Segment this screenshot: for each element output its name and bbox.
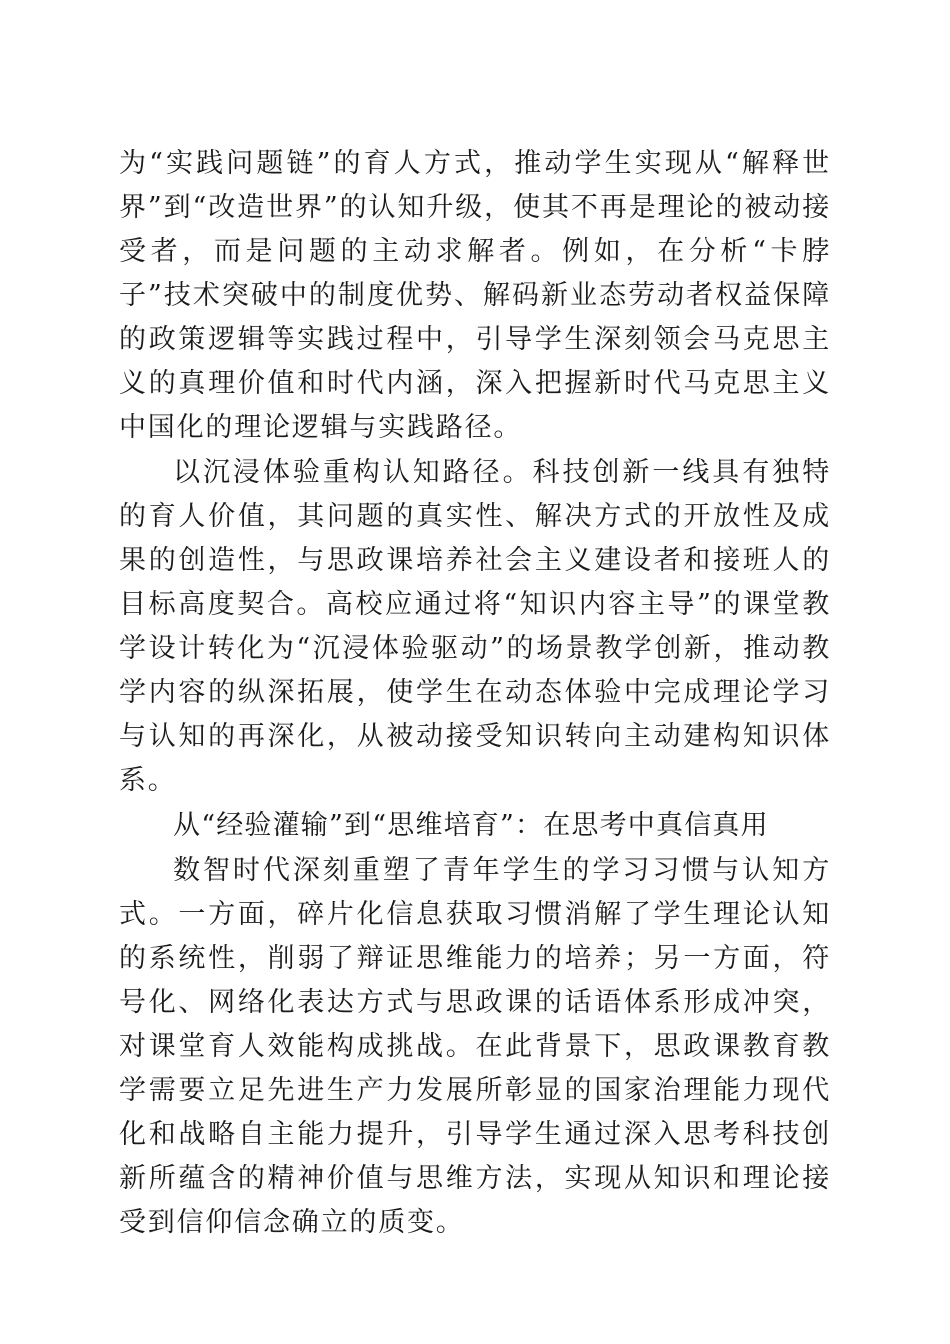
paragraph-immersive-experience: 以沉浸体验重构认知路径。科技创新一线具有独特的育人价值，其问题的真实性、解决方式的开放性及成果的创造性，与思政课培养社会主义建设者和接班人的目标高度契合。高校应通过将“知识内容主导”的课堂教学设计转化为“沉浸体验驱动”的场景教学创新，推动教学内容的纵深拓展，使学生在动态体验中完成理论学习与认知的再深化，从被动接受知识转向主动建构知识体系。	[119, 457, 831, 796]
paragraph-practice-problem-chain: 为“实践问题链”的育人方式，推动学生实现从“解释世界”到“改造世界”的认知升级，使其不再是理论的被动接受者，而是问题的主动求解者。例如，在分析“卡脖子”技术突破中的制度优势、解码新业态劳动者权益保障的政策逻辑等实践过程中，引导学生深刻领会马克思主义的真理价值和时代内涵，深入把握新时代马克思主义中国化的理论逻辑与实践路径。	[119, 148, 831, 443]
section-heading: 从“经验灌输”到“思维培育”：在思考中真信真用	[173, 810, 769, 841]
paragraph-digital-era: 数智时代深刻重塑了青年学生的学习习惯与认知方式。一方面，碎片化信息获取习惯消解了学生理论认知的系统性，削弱了辩证思维能力的培养；另一方面，符号化、网络化表达方式与思政课的话语体系形成冲突，对课堂育人效能构成挑战。在此背景下，思政课教育教学需要立足先进生产力发展所彰显的国家治理能力现代化和战略自主能力提升，引导学生通过深入思考科技创新所蕴含的精神价值与思维方法，实现从知识和理论接受到信仰信念确立的质变。	[119, 855, 831, 1238]
document-body	[119, 142, 831, 1246]
